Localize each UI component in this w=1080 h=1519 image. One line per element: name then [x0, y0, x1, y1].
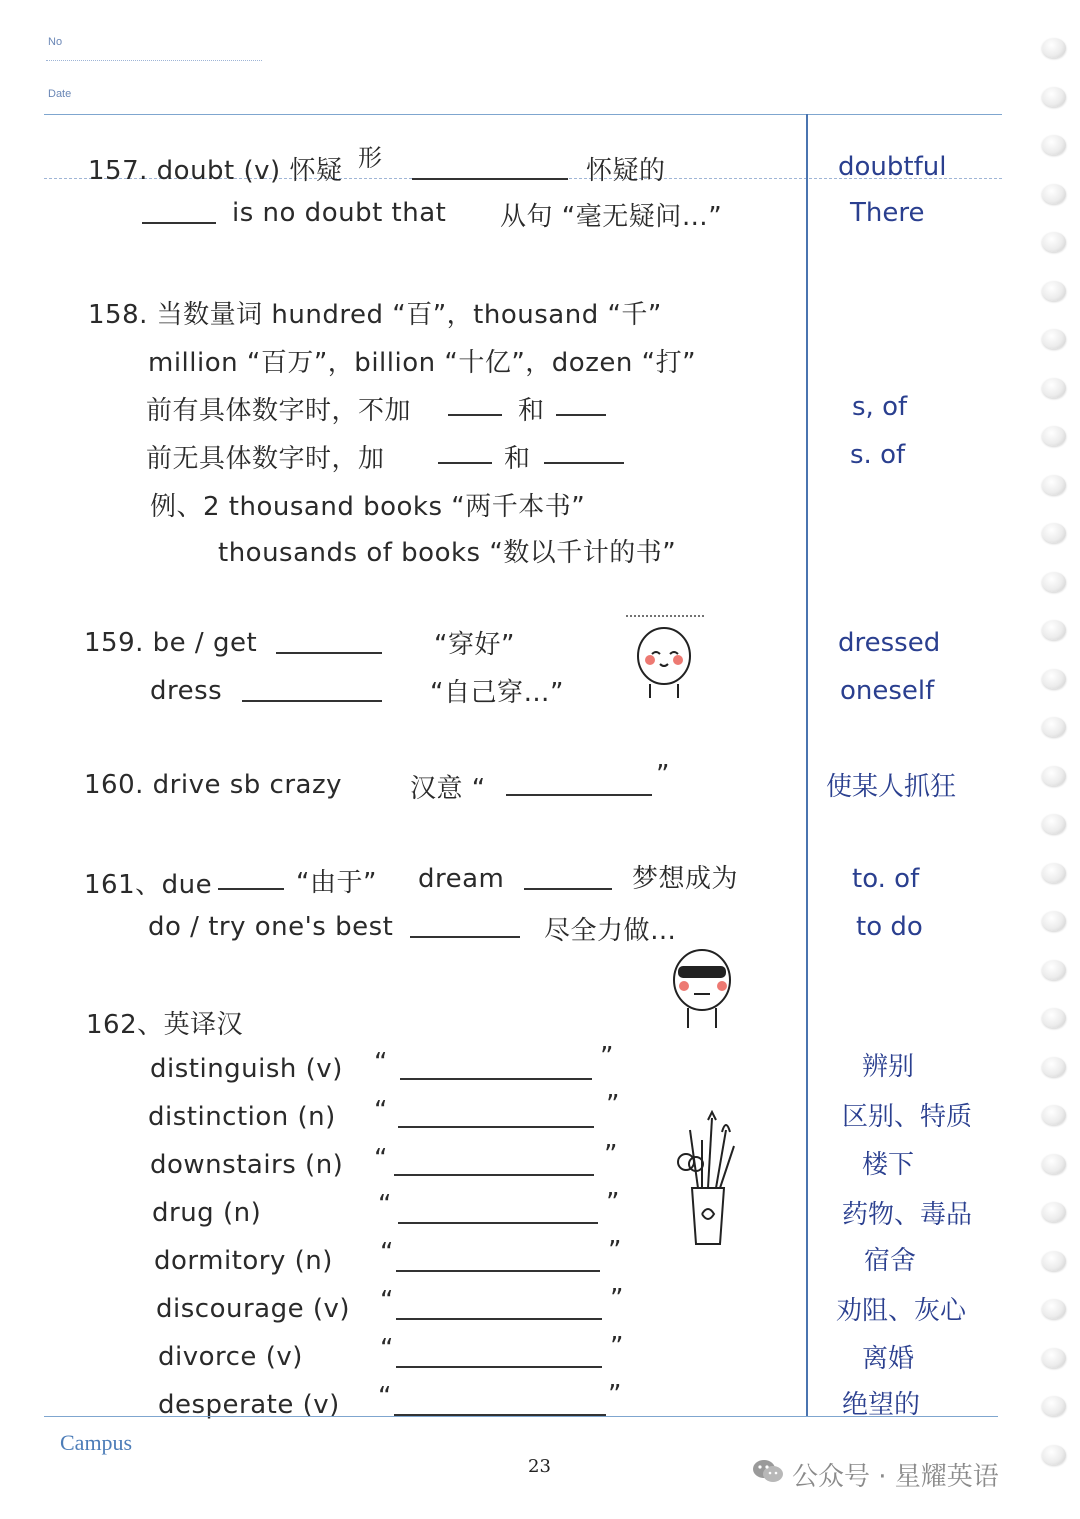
item-162-close-quote-5: ” [608, 1236, 622, 1266]
no-label: No [48, 36, 63, 48]
spiral-ring [1042, 329, 1066, 349]
item-162-open-quote-1: “ [374, 1048, 388, 1078]
spiral-ring [1042, 232, 1066, 252]
item-162-blank-5[interactable] [396, 1270, 600, 1272]
item-162-blank-2[interactable] [398, 1126, 594, 1128]
item-162-close-quote-4: ” [606, 1188, 620, 1218]
item-157-blank-1[interactable] [412, 178, 568, 180]
item-161-line1-d: 梦想成为 [632, 864, 739, 894]
item-162-open-quote-8: “ [378, 1382, 392, 1412]
item-158-line2: million “百万”，billion “十亿”，dozen “打” [148, 348, 697, 378]
spiral-ring [1042, 1202, 1066, 1222]
item-162-answer-3: 楼下 [862, 1150, 915, 1180]
item-162-close-quote-2: ” [606, 1090, 620, 1120]
item-157-answer-2: There [850, 198, 925, 228]
item-157-pos: 形 [358, 144, 383, 172]
item-160-line1: 160. drive sb crazy [84, 770, 342, 800]
spiral-ring [1042, 475, 1066, 495]
item-162-blank-1[interactable] [400, 1078, 592, 1080]
spiral-ring [1042, 766, 1066, 786]
spiral-ring [1042, 184, 1066, 204]
no-dotted-line [46, 60, 262, 61]
item-162-answer-7: 离婚 [862, 1344, 915, 1374]
item-161-blank-3[interactable] [410, 936, 520, 938]
spiral-ring [1042, 1299, 1066, 1319]
item-162-word-7: divorce (v) [158, 1342, 303, 1372]
item-161-blank-1[interactable] [218, 888, 284, 890]
item-158-blank-2[interactable] [556, 414, 606, 416]
spiral-ring [1042, 378, 1066, 398]
item-157-blank-2[interactable] [142, 222, 216, 224]
spiral-ring [1042, 281, 1066, 301]
item-162-word-3: downstairs (n) [150, 1150, 344, 1180]
item-159-answer-1: dressed [838, 628, 941, 658]
spiral-ring [1042, 620, 1066, 640]
spiral-ring [1042, 38, 1066, 58]
page-number: 23 [528, 1456, 551, 1477]
date-label: Date [48, 88, 72, 100]
item-159-line1-hint: “穿好” [434, 630, 515, 660]
spiral-ring [1042, 1154, 1066, 1174]
item-162-blank-7[interactable] [396, 1366, 602, 1368]
item-159-answer-2: oneself [840, 676, 935, 706]
item-159-line2-hint: “自己穿…” [430, 678, 564, 708]
item-157-line1-prefix: 157. doubt (v) 怀疑 [88, 156, 343, 186]
spiral-ring [1042, 669, 1066, 689]
item-158-blank-3[interactable] [438, 462, 492, 464]
item-161-line1-b: “由于” [296, 868, 377, 898]
item-162-word-6: discourage (v) [156, 1294, 351, 1324]
wechat-icon [752, 1458, 784, 1484]
item-160-close-quote: ” [656, 760, 670, 790]
item-161-answer-1: to. of [852, 864, 920, 894]
item-159-line1: 159. be / get [84, 628, 258, 658]
item-157-line2-text: is no doubt that [232, 198, 447, 228]
spiral-ring [1042, 1105, 1066, 1125]
campus-brand: Campus [60, 1430, 133, 1455]
spiral-ring [1042, 572, 1066, 592]
item-162-word-5: dormitory (n) [154, 1246, 333, 1276]
item-158-line4-b: 和 [504, 444, 531, 474]
item-162-answer-5: 宿舍 [864, 1246, 917, 1276]
item-160-blank[interactable] [506, 794, 652, 796]
item-158-line3-b: 和 [518, 396, 545, 426]
item-161-line2-b: 尽全力做… [544, 916, 677, 946]
spiral-ring [1042, 1251, 1066, 1271]
item-162-open-quote-3: “ [374, 1144, 388, 1174]
spiral-ring [1042, 135, 1066, 155]
item-157-answer-1: doubtful [838, 152, 947, 182]
item-158-answer-1: s, of [852, 392, 908, 422]
item-162-answer-6: 劝阻、灰心 [836, 1296, 967, 1326]
item-162-close-quote-6: ” [610, 1284, 624, 1314]
item-159-blank-2[interactable] [242, 700, 382, 702]
item-162-blank-4[interactable] [398, 1222, 598, 1224]
item-158-line1: 158. 当数量词 hundred “百”，thousand “千” [88, 300, 662, 330]
doodle-masked-face-icon [664, 944, 744, 1032]
item-161-line1-c: dream [418, 864, 505, 894]
item-159-blank-1[interactable] [276, 652, 382, 654]
item-162-word-8: desperate (v) [158, 1390, 340, 1420]
item-162-answer-1: 辨别 [862, 1052, 915, 1082]
item-162-open-quote-6: “ [380, 1286, 394, 1316]
spiral-ring [1042, 1348, 1066, 1368]
spiral-ring [1042, 1008, 1066, 1028]
spiral-ring [1042, 426, 1066, 446]
item-159-line2: dress [150, 676, 223, 706]
item-162-word-4: drug (n) [152, 1198, 262, 1228]
spiral-ring [1042, 1396, 1066, 1416]
spiral-ring [1042, 1057, 1066, 1077]
item-162-close-quote-7: ” [610, 1332, 624, 1362]
item-161-line1-a: 161、due [84, 870, 213, 900]
item-162-close-quote-3: ” [604, 1140, 618, 1170]
spiral-ring [1042, 87, 1066, 107]
item-162-answer-4: 药物、毒品 [842, 1200, 973, 1230]
item-162-title: 162、英译汉 [86, 1010, 244, 1040]
item-162-close-quote-1: ” [600, 1042, 614, 1072]
item-162-answer-2: 区别、特质 [842, 1102, 973, 1132]
item-158-answer-2: s. of [850, 440, 906, 470]
item-161-answer-2: to do [856, 912, 923, 942]
item-158-blank-1[interactable] [448, 414, 502, 416]
spiral-ring [1042, 960, 1066, 980]
item-160-hint: 汉意 “ [410, 774, 486, 804]
item-162-close-quote-8: ” [608, 1380, 622, 1410]
item-162-word-1: distinguish (v) [150, 1054, 343, 1084]
item-157-line2-hint: 从句 “毫无疑问…” [500, 202, 723, 232]
spiral-ring [1042, 911, 1066, 931]
bottom-rule [44, 1416, 998, 1417]
item-162-blank-3[interactable] [394, 1174, 594, 1176]
answer-column-divider [806, 114, 808, 1416]
item-158-line4-a: 前无具体数字时，加 [146, 444, 385, 474]
spiral-ring [1042, 814, 1066, 834]
item-161-line2-a: do / try one's best [148, 912, 394, 942]
item-162-open-quote-7: “ [380, 1334, 394, 1364]
watermark-text: 公众号 · 星耀英语 [792, 1462, 999, 1492]
item-160-answer: 使某人抓狂 [826, 772, 957, 802]
item-162-open-quote-5: “ [380, 1238, 394, 1268]
spiral-ring [1042, 1445, 1066, 1465]
item-162-answer-8: 绝望的 [842, 1390, 921, 1420]
top-rule [44, 114, 1002, 115]
pencil-cup-icon [668, 1110, 748, 1250]
item-158-line3-a: 前有具体数字时，不加 [146, 396, 412, 426]
item-158-line5: 例、2 thousand books “两千本书” [150, 492, 586, 522]
item-162-word-2: distinction (n) [148, 1102, 336, 1132]
item-158-line6: thousands of books “数以千计的书” [218, 538, 677, 568]
spiral-ring [1042, 523, 1066, 543]
item-158-blank-4[interactable] [544, 462, 624, 464]
item-162-blank-6[interactable] [396, 1318, 602, 1320]
item-161-blank-2[interactable] [524, 888, 612, 890]
doodle-face-icon [620, 610, 710, 700]
spiral-ring [1042, 863, 1066, 883]
spiral-ring [1042, 717, 1066, 737]
item-162-open-quote-2: “ [374, 1096, 388, 1126]
item-162-open-quote-4: “ [378, 1190, 392, 1220]
item-157-meaning: 怀疑的 [586, 156, 666, 186]
